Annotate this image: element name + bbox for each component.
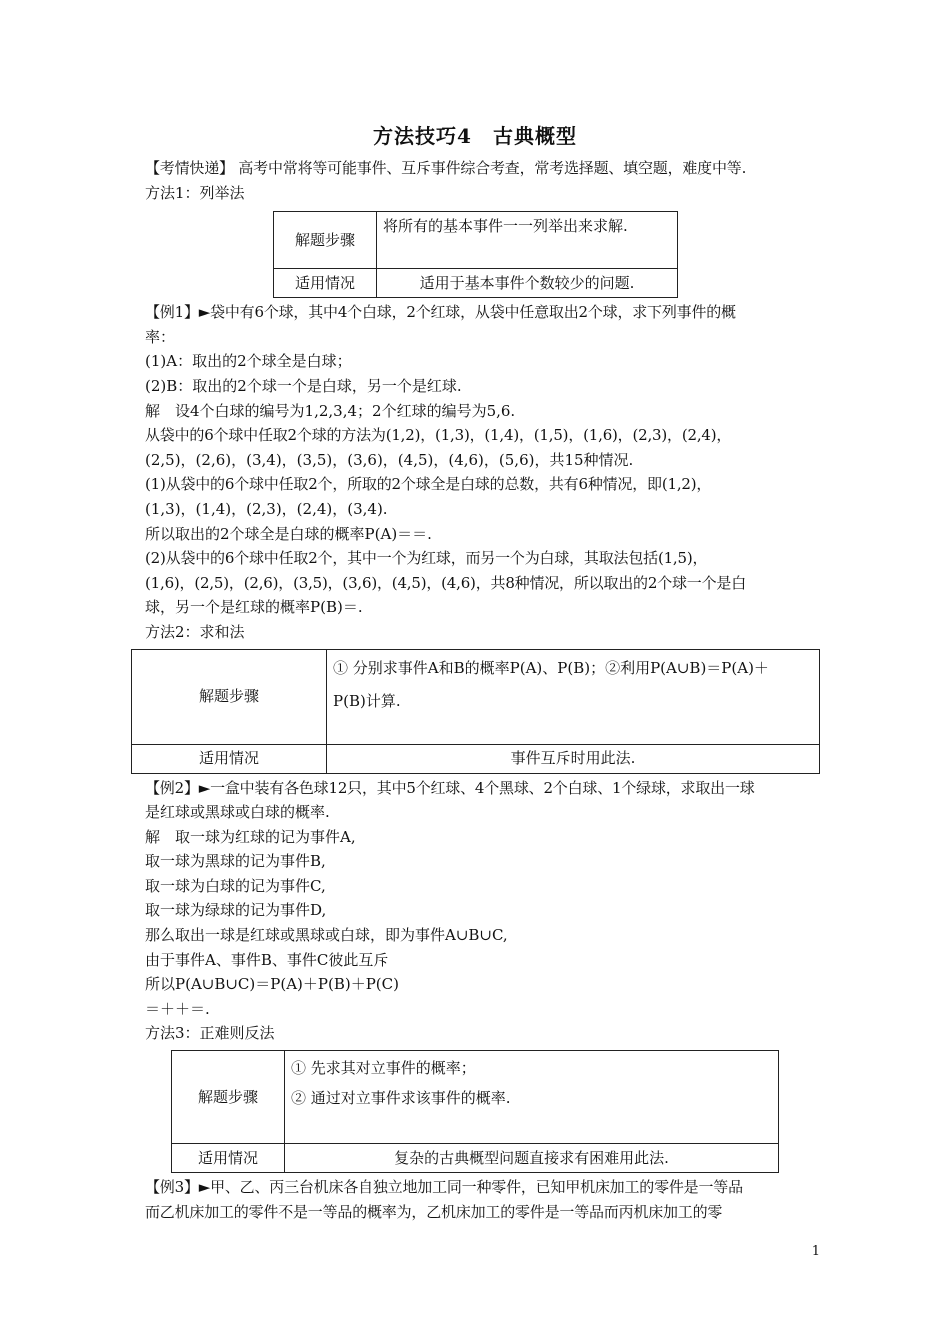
method2-step-cell xyxy=(327,649,820,744)
example3-line: 【例3】►甲、乙、丙三台机床各自独立地加工同一种零件，已知甲机床加工的零件是一等品 xyxy=(145,1178,743,1197)
method2-apply-text: 事件互斥时用此法. xyxy=(327,744,820,773)
example1-line: (2,5)，(2,6)，(3,4)，(3,5)，(3,6)，(4,5)，(4,6)，(5,6)，共15种情况. xyxy=(145,450,634,469)
example1-line: (1)从袋中的6个球中任取2个，所取的2个球全是白球的总数，共有6种情况，即(1,2)， xyxy=(145,475,712,494)
document-body xyxy=(145,156,810,1224)
example2-line: 那么取出一球是红球或黑球或白球，即为事件A∪B∪C, xyxy=(145,926,508,945)
method1-step-text: 将所有的基本事件一一列举出来求解. xyxy=(377,212,678,269)
intro-text: 【考情快递】 高考中常将等可能事件、互斥事件综合考查，常考选择题、填空题，难度中等. xyxy=(145,159,747,177)
example3-block xyxy=(145,1175,810,1224)
example2-block xyxy=(145,776,810,1022)
method3-step-label: 解题步骤 xyxy=(172,1051,285,1144)
method2-step-label: 解题步骤 xyxy=(132,649,327,744)
example1-line: (1,6)，(2,5)，(2,6)，(3,5)，(3,6)，(4,5)，(4,6)，共8种情况，所以取出的2个球一个是白 xyxy=(145,573,747,592)
example1-line: 所以取出的2个球全是白球的概率P(A)＝＝. xyxy=(145,524,432,543)
example2-line: 所以P(A∪B∪C)＝P(A)＋P(B)＋P(C) xyxy=(145,975,399,994)
example1-line: (1)A：取出的2个球全是白球； xyxy=(145,352,352,371)
example2-line: 【例2】►一盒中装有各色球12只，其中5个红球、4个黑球、2个白球、1个绿球，求取出一球 xyxy=(145,778,755,797)
page-number: 1 xyxy=(811,1244,820,1259)
example3-line: 而乙机床加工的零件不是一等品的概率为，乙机床加工的零件是一等品而丙机床加工的零 xyxy=(145,1202,723,1221)
example1-line: 【例1】►袋中有6个球，其中4个白球，2个红球，从袋中任意取出2个球，求下列事件的概 xyxy=(145,303,736,322)
method1-heading: 方法1：列举法 xyxy=(145,183,245,202)
example2-line: 取一球为白球的记为事件C, xyxy=(145,876,326,895)
example2-line: 解 取一球为红球的记为事件A, xyxy=(145,827,356,846)
example2-line: 是红球或黑球或白球的概率. xyxy=(145,803,330,822)
method1-apply-text: 适用于基本事件个数较少的问题. xyxy=(377,269,678,298)
example2-line: 取一球为黑球的记为事件B, xyxy=(145,852,326,871)
method2-step-line: ① 分别求事件A和B的概率P(A)、P(B)；②利用P(A∪B)＝P(A)＋ xyxy=(333,658,769,677)
method3-apply-label: 适用情况 xyxy=(172,1144,285,1173)
page-title: 方法技巧4 古典概型 xyxy=(373,124,577,148)
example1-block xyxy=(145,300,810,620)
example2-line: ＝＋＋＝. xyxy=(145,999,210,1018)
method2-heading: 方法2：求和法 xyxy=(145,622,245,641)
method3-step-line: ② 通过对立事件求该事件的概率. xyxy=(291,1089,511,1108)
example1-line: 从袋中的6个球中任取2个球的方法为(1,2)，(1,3)，(1,4)，(1,5)，(1,6)，(2,3)，(2,4)， xyxy=(145,426,732,445)
method3-table xyxy=(171,1050,779,1173)
method1-apply-label: 适用情况 xyxy=(274,269,377,298)
method2-table xyxy=(131,649,820,774)
example2-line: 由于事件A、事件B、事件C彼此互斥 xyxy=(145,950,389,969)
method1-table xyxy=(273,211,678,298)
example1-line: (2)B：取出的2个球一个是白球，另一个是红球. xyxy=(145,376,462,395)
method2-apply-label: 适用情况 xyxy=(132,744,327,773)
example1-line: 率： xyxy=(145,327,176,346)
method3-step-cell xyxy=(285,1051,779,1144)
example1-line: (2)从袋中的6个球中任取2个，其中一个为红球，而另一个为白球，其取法包括(1,5)， xyxy=(145,549,708,568)
method3-apply-text: 复杂的古典概型问题直接求有困难用此法. xyxy=(285,1144,779,1173)
example1-line: (1,3)，(1,4)，(2,3)，(2,4)，(3,4). xyxy=(145,499,388,518)
example1-line: 解 设4个白球的编号为1,2,3,4；2个红球的编号为5,6. xyxy=(145,401,516,420)
method3-step-line: ① 先求其对立事件的概率； xyxy=(291,1059,476,1078)
example1-line: 球，另一个是红球的概率P(B)＝. xyxy=(145,598,363,617)
example2-line: 取一球为绿球的记为事件D, xyxy=(145,901,327,920)
method2-step-line: P(B)计算. xyxy=(333,691,401,710)
method1-step-label: 解题步骤 xyxy=(274,212,377,269)
method3-heading: 方法3：正难则反法 xyxy=(145,1024,275,1043)
